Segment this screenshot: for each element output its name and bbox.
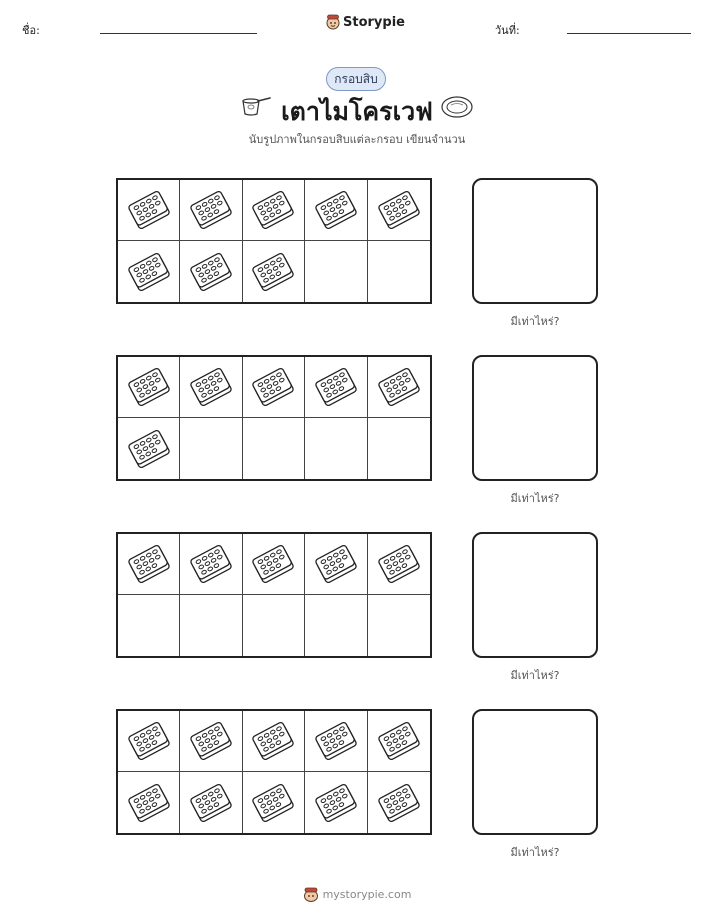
frame-cell: [180, 534, 242, 595]
frame-cell: [180, 418, 242, 479]
how-many-label: มีเท่าไหร่?: [510, 315, 560, 328]
frame-cell: [305, 711, 367, 772]
frame-cell: [368, 595, 430, 656]
oven-rack-icon: [313, 189, 359, 231]
frame-cell: [243, 241, 305, 302]
frame-cell: [305, 534, 367, 595]
oven-rack-icon: [313, 366, 359, 408]
oven-rack-icon: [376, 543, 422, 585]
frame-cell: [180, 711, 242, 772]
ten-frame: [116, 532, 432, 658]
frame-cell: [305, 357, 367, 418]
frame-cell: [368, 180, 430, 241]
name-line[interactable]: [100, 33, 257, 34]
oven-rack-icon: [250, 543, 296, 585]
oven-rack-icon: [376, 782, 422, 824]
frame-cell: [118, 180, 180, 241]
oven-rack-icon: [188, 720, 234, 762]
instruction-text: นับรูปภาพในกรอบสิบแต่ละกรอบ เขียนจำนวน: [248, 133, 466, 146]
ten-frame: [116, 178, 432, 304]
frame-cell: [118, 595, 180, 656]
how-many-label: มีเท่าไหร่?: [510, 846, 560, 859]
ten-frame: [116, 709, 432, 835]
oven-rack-icon: [250, 251, 296, 293]
frame-cell: [180, 180, 242, 241]
frame-cell: [305, 418, 367, 479]
oven-rack-icon: [188, 189, 234, 231]
answer-box[interactable]: [472, 355, 598, 481]
frame-cell: [243, 534, 305, 595]
frame-cell: [305, 595, 367, 656]
answer-box[interactable]: [472, 709, 598, 835]
oven-rack-icon: [126, 428, 172, 470]
frame-cell: [368, 418, 430, 479]
oven-rack-icon: [188, 366, 234, 408]
oven-rack-icon: [250, 366, 296, 408]
frame-cell: [243, 772, 305, 833]
pie-mascot-icon: [326, 14, 340, 30]
frame-cell: [180, 772, 242, 833]
how-many-label: มีเท่าไหร่?: [510, 669, 560, 682]
frame-cell: [118, 357, 180, 418]
footer: [0, 886, 714, 902]
footer-site: mystorypie.com: [322, 887, 412, 901]
ten-frame: [116, 355, 432, 481]
answer-box[interactable]: [472, 178, 598, 304]
date-label: วันที่:: [495, 24, 520, 37]
oven-rack-icon: [313, 782, 359, 824]
frame-cell: [243, 357, 305, 418]
oven-rack-icon: [250, 189, 296, 231]
pie-mascot-icon: [303, 886, 319, 902]
frame-cell: [305, 180, 367, 241]
oven-rack-icon: [126, 251, 172, 293]
answer-box[interactable]: [472, 532, 598, 658]
plate-icon: [440, 95, 474, 119]
frame-cell: [368, 357, 430, 418]
frame-cell: [118, 418, 180, 479]
frame-cell: [368, 772, 430, 833]
page-title: เตาไมโครเวฟ: [281, 97, 433, 126]
frame-cell: [368, 711, 430, 772]
frame-cell: [243, 711, 305, 772]
oven-rack-icon: [313, 543, 359, 585]
frame-cell: [368, 241, 430, 302]
frame-cell: [118, 534, 180, 595]
brand-name: Storypie: [343, 14, 405, 30]
frame-cell: [118, 772, 180, 833]
frame-cell: [118, 711, 180, 772]
oven-rack-icon: [126, 782, 172, 824]
oven-rack-icon: [126, 543, 172, 585]
name-label: ชื่อ:: [22, 24, 40, 37]
frame-cell: [180, 241, 242, 302]
frame-cell: [243, 418, 305, 479]
oven-rack-icon: [126, 366, 172, 408]
frame-cell: [180, 357, 242, 418]
oven-rack-icon: [376, 366, 422, 408]
date-line[interactable]: [567, 33, 691, 34]
how-many-label: มีเท่าไหร่?: [510, 492, 560, 505]
frame-cell: [305, 241, 367, 302]
oven-rack-icon: [250, 720, 296, 762]
frame-cell: [243, 180, 305, 241]
oven-rack-icon: [188, 782, 234, 824]
frame-cell: [180, 595, 242, 656]
oven-rack-icon: [250, 782, 296, 824]
oven-rack-icon: [376, 189, 422, 231]
oven-rack-icon: [126, 720, 172, 762]
oven-rack-icon: [376, 720, 422, 762]
oven-rack-icon: [313, 720, 359, 762]
oven-rack-icon: [188, 251, 234, 293]
brand-logo: [326, 14, 405, 30]
frame-cell: [243, 595, 305, 656]
frame-cell: [305, 772, 367, 833]
topic-tag: กรอบสิบ: [326, 67, 386, 91]
frame-cell: [118, 241, 180, 302]
oven-rack-icon: [188, 543, 234, 585]
frame-cell: [368, 534, 430, 595]
oven-rack-icon: [126, 189, 172, 231]
